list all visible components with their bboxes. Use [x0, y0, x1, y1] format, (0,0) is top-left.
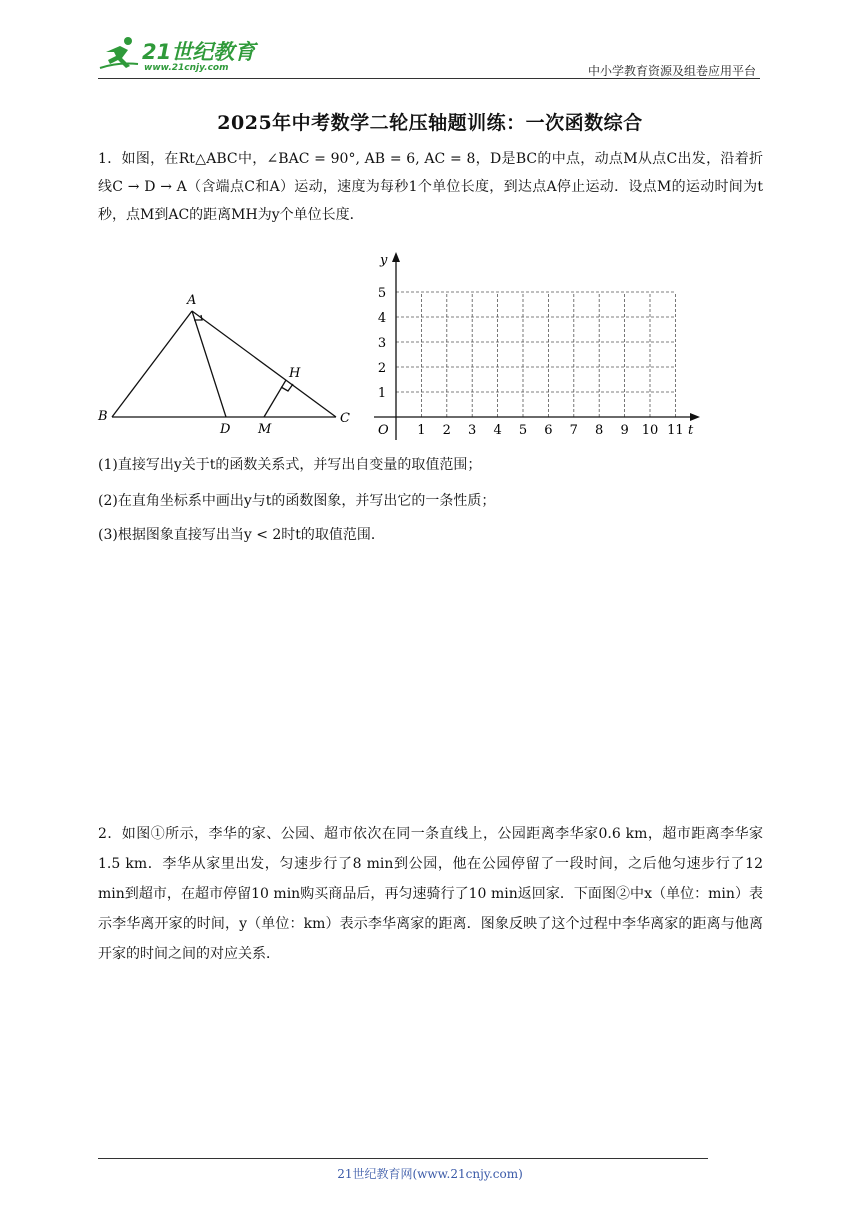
- label-a: A: [187, 293, 197, 308]
- x-tick-label: 10: [641, 423, 659, 438]
- question-1-part-1: (1)直接写出y关于t的函数关系式，并写出自变量的取值范围；: [98, 457, 482, 473]
- x-tick-label: 3: [468, 423, 477, 438]
- y-tick-label: 4: [377, 311, 387, 326]
- footer-link[interactable]: 21世纪教育网(www.21cnjy.com): [337, 1167, 523, 1181]
- question-1-part-3: (3)根据图象直接写出当y < 2时t的取值范围．: [98, 527, 385, 543]
- x-tick-label: 4: [493, 423, 502, 438]
- label-c: C: [340, 411, 350, 426]
- x-tick-label: 1: [417, 423, 426, 438]
- question-1-part-2: (2)在直角坐标系中画出y与t的函数图象，并写出它的一条性质；: [98, 493, 496, 509]
- logo-url: www.21cnjy.com: [144, 63, 229, 73]
- coordinate-grid: [362, 250, 707, 442]
- triangle-figure: [96, 290, 358, 440]
- site-logo[interactable]: [98, 34, 268, 76]
- y-tick-label: 2: [377, 361, 387, 376]
- runner-logo-icon: [98, 34, 142, 74]
- label-d: D: [220, 422, 231, 437]
- question-2-text: 2．如图①所示，李华的家、公园、超市依次在同一条直线上，公园距离李华家0.6 km，超市距离李华家1.5 km．李华从家里出发，匀速步行了8 min到公园，他在公园停留了一段时间，之后他匀速步行了12 min到超市，在超市停留10 min购买商品后，再匀速骑行了10 min返回家．下面图②中x（单位：min）表示李华离开家的时间，y（单位：km）表示李华离家的距离．图象反映了这个过程中李华离家的距离与他离开家的时间之间的对应关系．: [98, 826, 763, 962]
- page-header: [98, 30, 760, 80]
- label-b: B: [98, 409, 108, 424]
- x-tick-label: 11: [667, 423, 684, 438]
- x-axis-label: t: [688, 423, 694, 438]
- y-axis-label: y: [380, 253, 388, 268]
- x-tick-label: 7: [569, 423, 578, 438]
- x-tick-label: 8: [595, 423, 604, 438]
- y-tick-label: 3: [377, 336, 387, 351]
- y-tick-label: 1: [377, 386, 387, 401]
- platform-name: 中小学教育资源及组卷应用平台: [587, 64, 756, 78]
- header-divider: [98, 78, 760, 79]
- label-m: M: [258, 422, 272, 437]
- x-tick-label: 9: [620, 423, 629, 438]
- logo-text: 21世纪教育: [142, 40, 256, 64]
- origin-label: O: [378, 423, 389, 438]
- question-1-text: 1．如图，在Rt△ABC中，∠BAC = 90°, AB = 6, AC = 8，D是BC的中点，动点M从点C出发，沿着折线C → D → A（含端点C和A）运动，速度为每秒1个单位长度，到达点A停止运动．设点M的运动时间为t秒，点M到AC的距离MH为y个单位长度．: [98, 151, 763, 223]
- x-tick-label: 6: [544, 423, 553, 438]
- y-tick-label: 5: [377, 286, 387, 301]
- x-tick-label: 2: [442, 423, 451, 438]
- footer-divider: [98, 1158, 708, 1159]
- page-title: 2025年中考数学二轮压轴题训练：一次函数综合: [217, 112, 643, 134]
- x-tick-label: 5: [518, 423, 528, 438]
- label-h: H: [289, 366, 301, 381]
